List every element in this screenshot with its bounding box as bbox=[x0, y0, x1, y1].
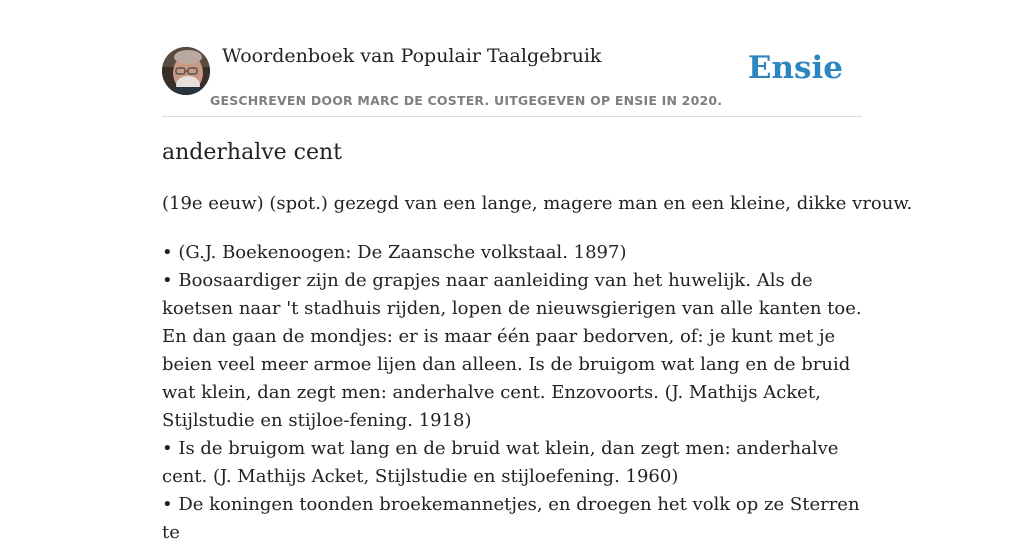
entry-definition: (19e eeuw) (spot.) gezegd van een lange, magere man en een kleine, dikke vrouw. bbox=[162, 193, 913, 214]
quote-item: • (G.J. Boekenoogen: De Zaansche volkstaal. 1897) bbox=[162, 242, 627, 263]
byline: GESCHREVEN DOOR MARC DE COSTER. UITGEGEVEN OP ENSIE IN 2020. bbox=[210, 93, 723, 108]
quote-item: • De koningen toonden broekemannetjes, en droegen het volk op ze Sterren te bbox=[162, 494, 860, 543]
brand-logo[interactable]: Ensie bbox=[747, 50, 843, 86]
entry-quotes bbox=[162, 239, 872, 547]
quote-item: • Boosaardiger zijn de grapjes naar aanleiding van het huwelijk. Als de koetsen naar 't stadhuis rijden, lopen de nieuwsgierigen van alle kanten toe. En dan gaan de mondjes: er is maar één paar bedorven, of: je kunt met je beien veel meer armoe lijen dan alleen. Is de bruigom wat lang en de bruid wat klein, dan zegt men: anderhalve cent. Enzovoorts. (J. Mathijs Acket, Stijlstudie en stijloe-fening. 1918) bbox=[162, 270, 862, 431]
book-title[interactable]: Woordenboek van Populair Taalgebruik bbox=[222, 45, 602, 67]
author-photo-icon bbox=[162, 47, 210, 95]
header bbox=[162, 0, 862, 117]
page bbox=[162, 0, 913, 543]
quote-item: • Is de bruigom wat lang en de bruid wat klein, dan zegt men: anderhalve cent. (J. Mathijs Acket, Stijlstudie en stijloefening. 1960) bbox=[162, 438, 839, 487]
entry-term: anderhalve cent bbox=[162, 140, 343, 165]
author-avatar[interactable] bbox=[162, 47, 210, 95]
